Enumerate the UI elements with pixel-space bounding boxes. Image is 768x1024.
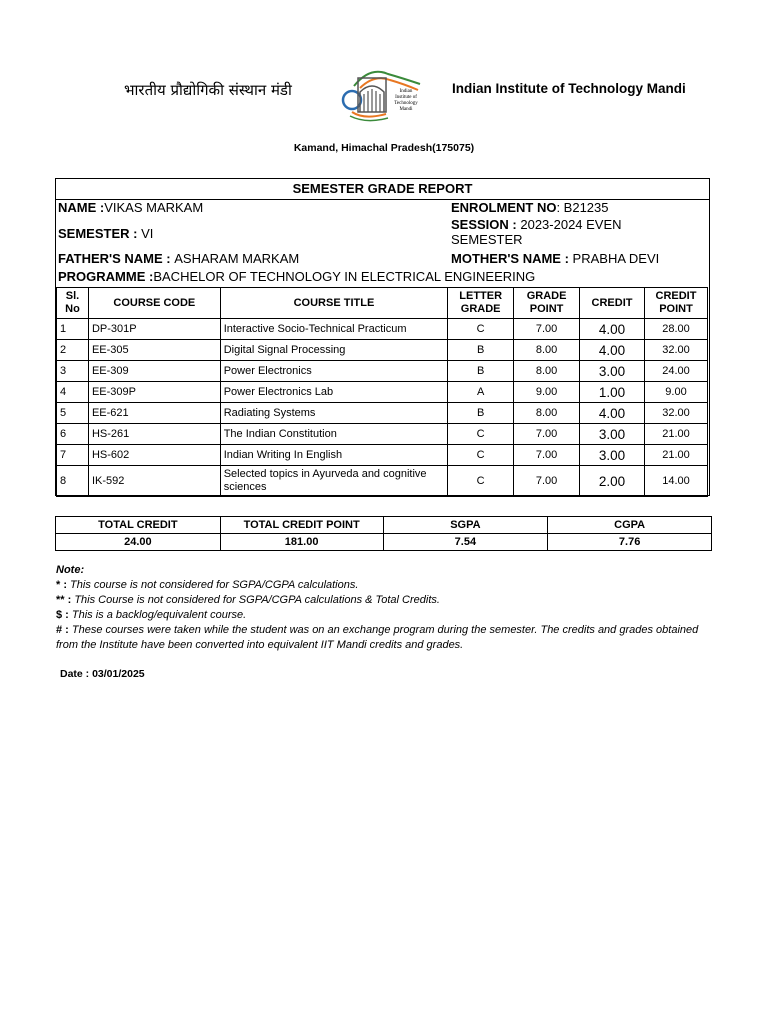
row-credit-point: 14.00 (645, 466, 708, 497)
mother-label: MOTHER'S NAME : (451, 251, 573, 266)
institute-name: Indian Institute of Technology Mandi (452, 81, 686, 96)
row-course-title: Selected topics in Ayurveda and cognitive sciences (220, 466, 447, 497)
programme (58, 269, 535, 284)
row-credit: 3.00 (580, 424, 645, 445)
row-credit: 4.00 (580, 340, 645, 361)
row-credit: 3.00 (580, 361, 645, 382)
row-course-title: Power Electronics Lab (220, 382, 447, 403)
row-course-code: EE-309P (88, 382, 220, 403)
row-sl: 6 (57, 424, 89, 445)
row-sl: 1 (57, 319, 89, 340)
table-row (57, 403, 708, 424)
row-grade-point: 7.00 (514, 424, 580, 445)
table-row (57, 319, 708, 340)
cgpa-value: 7.76 (548, 534, 712, 551)
row-letter-grade: A (448, 382, 514, 403)
row-grade-point: 7.00 (514, 466, 580, 497)
note-item (56, 593, 716, 608)
name-value: VIKAS MARKAM (104, 200, 204, 215)
row-credit: 4.00 (580, 403, 645, 424)
mother-value: PRABHA DEVI (572, 251, 660, 266)
logo-text-line-4: Mandi (399, 107, 413, 112)
table-row (57, 466, 708, 497)
row-course-title: Power Electronics (220, 361, 447, 382)
row-course-code: HS-602 (88, 445, 220, 466)
enrolment-value: : B21235 (556, 200, 609, 215)
enrolment-number (451, 200, 609, 215)
row-course-title: Radiating Systems (220, 403, 447, 424)
row-letter-grade: B (448, 361, 514, 382)
row-letter-grade: C (448, 445, 514, 466)
row-course-title: Digital Signal Processing (220, 340, 447, 361)
header-credit-point: CREDIT POINT (645, 288, 708, 319)
table-row (57, 361, 708, 382)
header-course-code: COURSE CODE (88, 288, 220, 319)
row-course-code: DP-301P (88, 319, 220, 340)
row-letter-grade: C (448, 319, 514, 340)
note-text: This is a backlog/equivalent course. (68, 609, 247, 621)
row-course-code: HS-261 (88, 424, 220, 445)
row-letter-grade: B (448, 403, 514, 424)
courses-table (56, 287, 708, 497)
header-grade-point: GRADE POINT (514, 288, 580, 319)
note-item (56, 578, 716, 593)
name-label: NAME : (58, 200, 105, 215)
note-text: This course is not considered for SGPA/CGPA calculations. (67, 579, 359, 591)
row-credit: 3.00 (580, 445, 645, 466)
totals-value-row (56, 534, 712, 551)
father-value: ASHARAM MARKAM (174, 251, 300, 266)
header-credit: CREDIT (580, 288, 645, 319)
header-letter-grade: LETTER GRADE (448, 288, 514, 319)
row-credit-point: 32.00 (645, 340, 708, 361)
total-credit-point-value: 181.00 (220, 534, 383, 551)
row-credit-point: 9.00 (645, 382, 708, 403)
session (451, 217, 622, 247)
enrolment-label: ENROLMENT NO (451, 200, 557, 215)
row-grade-point: 7.00 (514, 319, 580, 340)
row-credit-point: 21.00 (645, 424, 708, 445)
note-symbol: $ : (56, 609, 69, 621)
header-course-title: COURSE TITLE (220, 288, 447, 319)
father-label: FATHER'S NAME : (58, 251, 175, 266)
session-value: 2023-2024 EVEN (520, 217, 622, 232)
row-credit: 1.00 (580, 382, 645, 403)
sgpa-header: SGPA (383, 517, 548, 534)
table-row (57, 424, 708, 445)
logo-text-line-3: Technology (394, 101, 418, 106)
table-row (57, 340, 708, 361)
row-credit-point: 28.00 (645, 319, 708, 340)
row-letter-grade: B (448, 340, 514, 361)
row-grade-point: 8.00 (514, 340, 580, 361)
note-text: These courses were taken while the student was on an exchange program during the semester. The credits and grades obtained from the Institute have been converted into equivalent IIT Mandi credits and grades. (56, 624, 699, 651)
row-course-code: EE-309 (88, 361, 220, 382)
note-symbol: ** : (56, 594, 72, 606)
row-course-code: EE-621 (88, 403, 220, 424)
cgpa-header: CGPA (548, 517, 712, 534)
row-grade-point: 7.00 (514, 445, 580, 466)
programme-value: BACHELOR OF TECHNOLOGY IN ELECTRICAL ENGINEERING (153, 269, 536, 284)
grade-report (55, 178, 710, 496)
logo-text-line-2: Institute of (395, 95, 417, 100)
note-text: This Course is not considered for SGPA/CGPA calculations & Total Credits. (71, 594, 440, 606)
row-course-title: Indian Writing In English (220, 445, 447, 466)
row-credit-point: 24.00 (645, 361, 708, 382)
row-credit-point: 32.00 (645, 403, 708, 424)
row-credit-point: 21.00 (645, 445, 708, 466)
semester-value: VI (141, 226, 154, 241)
row-grade-point: 8.00 (514, 403, 580, 424)
total-credit-point-header: TOTAL CREDIT POINT (220, 517, 383, 534)
programme-label: PROGRAMME : (58, 269, 154, 284)
session-label: SESSION : (451, 217, 521, 232)
table-row (57, 382, 708, 403)
student-name (58, 200, 203, 215)
notes-section (56, 563, 716, 653)
row-sl: 4 (57, 382, 89, 403)
semester-label: SEMESTER : (58, 226, 142, 241)
mother-name (451, 251, 659, 266)
header-sl-no: Sl. No (57, 288, 89, 319)
row-course-title: The Indian Constitution (220, 424, 447, 445)
institute-logo (340, 64, 430, 126)
logo-text-line-1: Indian (399, 89, 413, 94)
table-header-row (57, 288, 708, 319)
row-course-code: IK-592 (88, 466, 220, 497)
report-date: Date : 03/01/2025 (60, 668, 145, 680)
row-sl: 3 (57, 361, 89, 382)
note-symbol: * : (56, 579, 67, 591)
notes-heading: Note: (56, 564, 85, 576)
note-symbol: # : (56, 624, 69, 636)
row-sl: 2 (57, 340, 89, 361)
report-title: SEMESTER GRADE REPORT (56, 179, 709, 200)
session-value-line-2: SEMESTER (451, 232, 523, 247)
row-course-title: Interactive Socio-Technical Practicum (220, 319, 447, 340)
semester (58, 226, 153, 241)
note-item (56, 623, 716, 653)
institute-hindi-name: भारतीय प्रौद्योगिकी संस्थान मंडी (124, 81, 292, 99)
total-credit-value: 24.00 (56, 534, 221, 551)
row-credit: 4.00 (580, 319, 645, 340)
total-credit-header: TOTAL CREDIT (56, 517, 221, 534)
father-name (58, 251, 299, 266)
sgpa-value: 7.54 (383, 534, 548, 551)
row-course-code: EE-305 (88, 340, 220, 361)
row-sl: 8 (57, 466, 89, 497)
row-letter-grade: C (448, 466, 514, 497)
row-sl: 7 (57, 445, 89, 466)
institute-address: Kamand, Himachal Pradesh(175075) (293, 142, 475, 154)
row-credit: 2.00 (580, 466, 645, 497)
totals-header-row (56, 517, 712, 534)
note-item (56, 608, 716, 623)
row-grade-point: 9.00 (514, 382, 580, 403)
table-row (57, 445, 708, 466)
row-letter-grade: C (448, 424, 514, 445)
row-grade-point: 8.00 (514, 361, 580, 382)
totals-table (55, 516, 712, 551)
row-sl: 5 (57, 403, 89, 424)
